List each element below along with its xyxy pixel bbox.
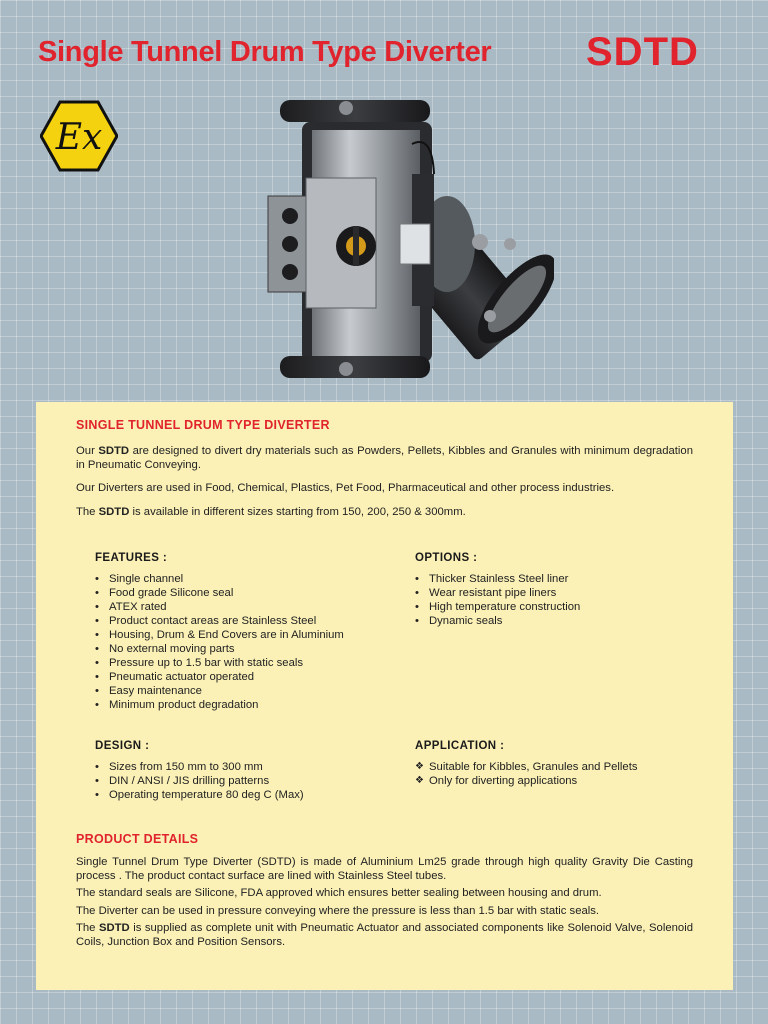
product-details-section xyxy=(76,832,693,950)
details-paragraph-3: The Diverter can be used in pressure conveying where the pressure is less than 1.5 bar with static seals. xyxy=(76,904,600,917)
details-paragraph-2: The standard seals are Silicone, FDA approved which ensures better sealing between housing and drum. xyxy=(76,887,602,900)
brand-logo: SDTD xyxy=(586,30,699,74)
design-list-item: • Sizes from 150 mm to 300 mm xyxy=(95,760,395,774)
features-list-item: • Pneumatic actuator operated xyxy=(95,670,395,684)
features-list-item: • No external moving parts xyxy=(95,642,395,656)
options-heading: OPTIONS : xyxy=(415,552,478,564)
intro-paragraph-2: Our Diverters are used in Food, Chemical, Plastics, Pet Food, Pharmaceutical and other process industries. xyxy=(76,482,615,495)
features-list xyxy=(95,572,395,712)
intro-paragraph-1: Our SDTD are designed to divert dry materials such as Powders, Pellets, Kibbles and Granules with minimum degradation in Pneumatic Conveying. xyxy=(76,445,693,471)
intro-heading: SINGLE TUNNEL DRUM TYPE DIVERTER xyxy=(76,418,330,432)
atex-ex-icon xyxy=(40,100,118,172)
options-list-item: • High temperature construction xyxy=(415,600,705,614)
design-heading: DESIGN : xyxy=(95,740,150,752)
intro-paragraph-3: The SDTD is available in different sizes starting from 150, 200, 250 & 300mm. xyxy=(76,505,466,518)
features-list-item: • Single channel xyxy=(95,572,395,586)
page-title: Single Tunnel Drum Type Diverter xyxy=(38,36,492,68)
options-list-item: • Wear resistant pipe liners xyxy=(415,586,705,600)
features-list-item: • ATEX rated xyxy=(95,600,395,614)
features-list-item: • Housing, Drum & End Covers are in Aluminium xyxy=(95,628,395,642)
application-list xyxy=(415,760,705,788)
application-heading: APPLICATION : xyxy=(415,740,505,752)
features-heading: FEATURES : xyxy=(95,552,168,564)
application-section xyxy=(415,740,705,788)
features-list-item: • Pressure up to 1.5 bar with static seals xyxy=(95,656,395,670)
brand-bold: SDTD xyxy=(98,445,130,457)
info-panel xyxy=(36,402,733,990)
ex-logo-text: Ex xyxy=(55,117,103,158)
brand-bold: SDTD xyxy=(98,922,130,935)
application-list-item: ❖ Suitable for Kibbles, Granules and Pellets xyxy=(415,760,705,774)
options-section xyxy=(415,552,705,628)
features-list-item: • Product contact areas are Stainless Steel xyxy=(95,614,395,628)
design-list-item: • DIN / ANSI / JIS drilling patterns xyxy=(95,774,395,788)
diverter-product-image xyxy=(262,94,554,384)
design-list xyxy=(95,760,395,802)
product-details-heading: PRODUCT DETAILS xyxy=(76,832,199,846)
features-list-item: • Easy maintenance xyxy=(95,684,395,698)
options-list xyxy=(415,572,705,628)
details-paragraph-4: The SDTD is supplied as complete unit with Pneumatic Actuator and associated components like Solenoid Valve, Solenoid Coils, Junction Box and Position Sensors. xyxy=(76,922,693,948)
features-list-item: • Food grade Silicone seal xyxy=(95,586,395,600)
features-section xyxy=(95,552,395,712)
options-list-item: • Thicker Stainless Steel liner xyxy=(415,572,705,586)
application-list-item: ❖ Only for diverting applications xyxy=(415,774,705,788)
design-section xyxy=(95,740,395,802)
features-list-item: • Minimum product degradation xyxy=(95,698,395,712)
design-list-item: • Operating temperature 80 deg C (Max) xyxy=(95,788,395,802)
brand-bold: SDTD xyxy=(98,505,130,518)
details-paragraph-1: Single Tunnel Drum Type Diverter (SDTD) is made of Aluminium Lm25 grade through high quality Gravity Die Casting process . The product contact surface are lined with Stainless Steel tubes. xyxy=(76,856,693,882)
options-list-item: • Dynamic seals xyxy=(415,614,705,628)
